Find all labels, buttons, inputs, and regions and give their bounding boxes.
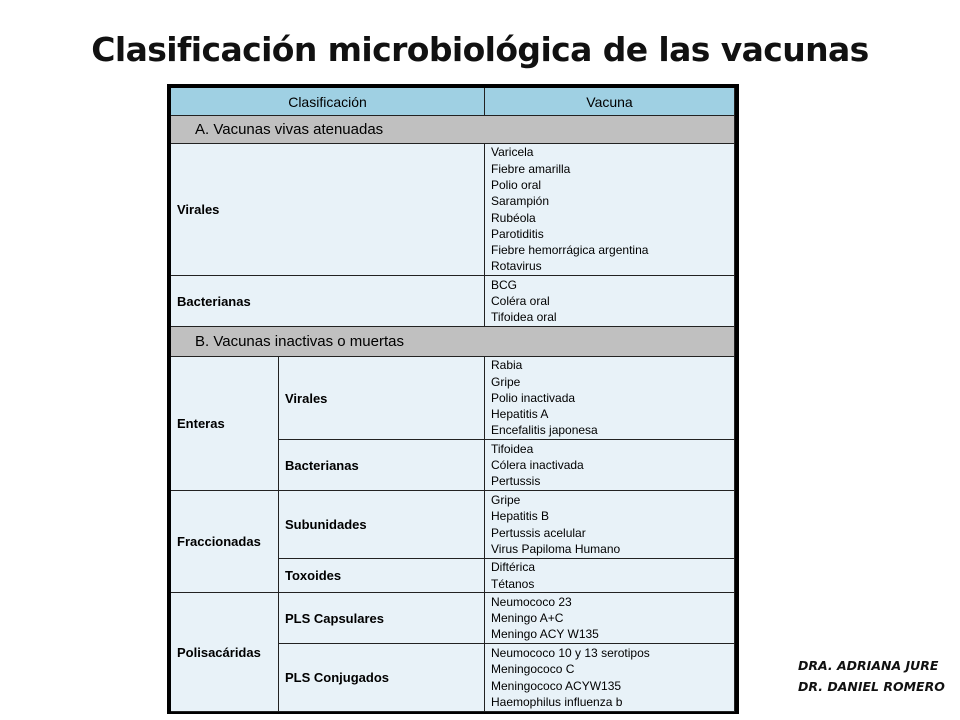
vaccines-virales-live xyxy=(485,144,735,276)
vaccine-item: Meningo A+C xyxy=(491,610,564,625)
section-b-inactivated: B. Vacunas inactivas o muertas xyxy=(171,327,735,357)
vaccine-item: Tétanos xyxy=(491,576,535,591)
vaccine-item: Pertussis xyxy=(491,474,541,489)
subcategory-pls-conjugados: PLS Conjugados xyxy=(279,644,485,712)
vaccines-enteras-virales xyxy=(485,357,735,440)
vaccine-item: Meningococo C xyxy=(491,662,575,677)
vaccine-classification-table xyxy=(167,84,739,714)
vaccine-item: Gripe xyxy=(491,374,521,389)
vaccine-item: Rotavirus xyxy=(491,259,542,274)
vaccines-toxoides xyxy=(485,559,735,593)
vaccine-item: Fiebre amarilla xyxy=(491,161,571,176)
vaccine-item: Haemophilus influenza b xyxy=(491,694,623,709)
header-vaccine: Vacuna xyxy=(485,88,735,116)
category-polisacaridas: Polisacáridas xyxy=(171,593,279,712)
vaccine-item: Sarampión xyxy=(491,194,550,209)
vaccine-item: Meningococo ACYW135 xyxy=(491,678,622,693)
vaccine-item: Coléra oral xyxy=(491,293,550,308)
header-classification: Clasificación xyxy=(171,88,485,116)
author-2: DR. DANIEL ROMERO xyxy=(798,679,945,694)
category-enteras: Enteras xyxy=(171,357,279,491)
page-title: Clasificación microbiológica de las vacunas xyxy=(91,30,869,69)
vaccine-item: Hepatitis B xyxy=(491,509,550,524)
vaccine-item: Parotiditis xyxy=(491,226,544,241)
author-1: DRA. ADRIANA JURE xyxy=(798,658,939,673)
vaccine-item: Polio oral xyxy=(491,177,542,192)
subcategory-toxoides: Toxoides xyxy=(279,559,485,593)
category-virales-live: Virales xyxy=(171,144,485,276)
vaccine-item: Rabia xyxy=(491,358,523,373)
vaccine-item: Encefalitis japonesa xyxy=(491,423,598,438)
vaccine-item: Tifoidea oral xyxy=(491,310,557,325)
subcategory-subunidades: Subunidades xyxy=(279,491,485,559)
subcategory-enteras-virales: Virales xyxy=(279,357,485,440)
vaccine-item: Gripe xyxy=(491,492,521,507)
vaccine-item: Diftérica xyxy=(491,560,536,575)
vaccine-item: Hepatitis A xyxy=(491,407,549,422)
section-a-live-attenuated: A. Vacunas vivas atenuadas xyxy=(171,116,735,144)
authors-block xyxy=(798,655,945,697)
vaccine-item: Tifoidea xyxy=(491,441,534,456)
vaccine-item: Neumococo 10 y 13 serotipos xyxy=(491,645,650,660)
vaccine-item: Pertussis acelular xyxy=(491,525,586,540)
vaccine-item: Meningo ACY W135 xyxy=(491,627,599,642)
vaccine-item: Cólera inactivada xyxy=(491,457,584,472)
vaccines-pls-capsulares xyxy=(485,593,735,644)
category-bacterianas-live: Bacterianas xyxy=(171,276,485,327)
vaccines-subunidades xyxy=(485,491,735,559)
vaccines-pls-conjugados xyxy=(485,644,735,712)
vaccine-item: Rubéola xyxy=(491,210,536,225)
vaccine-item: Neumococo 23 xyxy=(491,594,572,609)
vaccine-item: Fiebre hemorrágica argentina xyxy=(491,243,649,258)
vaccines-bacterianas-live xyxy=(485,276,735,327)
vaccine-item: Virus Papiloma Humano xyxy=(491,541,621,556)
vaccine-item: Varicela xyxy=(491,145,534,160)
category-fraccionadas: Fraccionadas xyxy=(171,491,279,593)
vaccine-item: BCG xyxy=(491,277,518,292)
subcategory-pls-capsulares: PLS Capsulares xyxy=(279,593,485,644)
vaccines-enteras-bacterianas xyxy=(485,440,735,491)
subcategory-enteras-bacterianas: Bacterianas xyxy=(279,440,485,491)
vaccine-item: Polio inactivada xyxy=(491,390,576,405)
